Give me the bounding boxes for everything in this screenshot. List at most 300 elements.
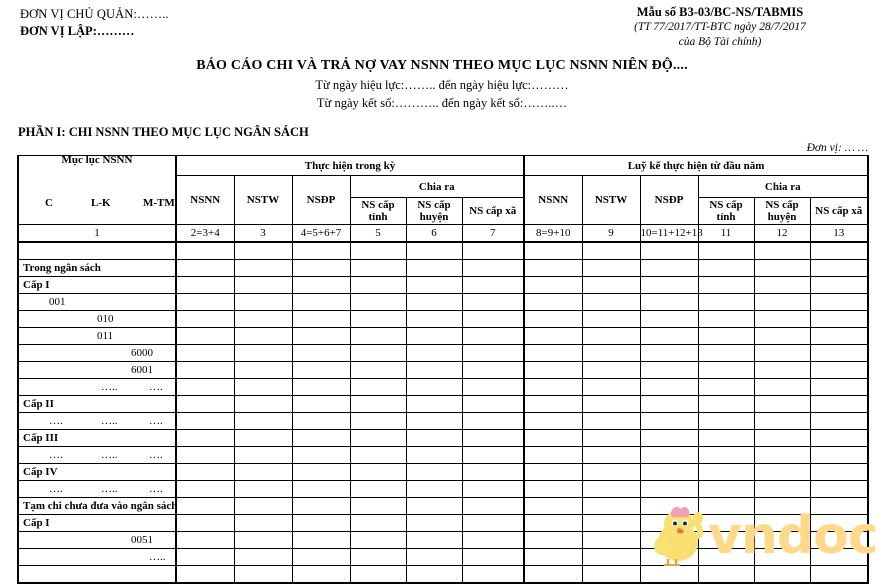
cell-period-nsdp[interactable] (292, 549, 350, 566)
cell-cum-nstw[interactable] (582, 532, 640, 549)
cell-cum-nstw[interactable] (582, 260, 640, 277)
cell-cum-nsdp[interactable] (640, 447, 698, 464)
cell-cum-xa[interactable] (810, 464, 868, 481)
cell-period-nsdp[interactable] (292, 413, 350, 430)
row-mlns-cell (18, 396, 176, 413)
header-cumulative-nsdp: NSĐP (640, 176, 698, 225)
header-col-mtm: M-TM (143, 197, 175, 209)
cell-period-nsdp[interactable] (292, 566, 350, 584)
cell-period-nsdp[interactable] (292, 430, 350, 447)
header-period-ns-huyen: NS cấp huyện (406, 198, 462, 225)
cell-cum-nsdp[interactable] (640, 294, 698, 311)
cell-cum-tinh[interactable] (698, 396, 754, 413)
cell-period-tinh[interactable] (350, 532, 406, 549)
num-cumulative-nsnn: 8=9+10 (524, 225, 582, 243)
cell-cum-nstw[interactable] (582, 515, 640, 532)
cell-period-nsnn[interactable] (176, 498, 234, 515)
preparing-unit-line: ĐƠN VỊ LẬP:……… (20, 24, 135, 38)
cell-period-huyen[interactable] (406, 294, 462, 311)
cell-cum-tinh[interactable] (698, 481, 754, 498)
cell-period-nsdp[interactable] (292, 515, 350, 532)
cell-period-nstw[interactable] (234, 328, 292, 345)
cell-period-huyen[interactable] (406, 396, 462, 413)
cell-period-nsnn[interactable] (176, 566, 234, 584)
cell-cum-nstw[interactable] (582, 345, 640, 362)
cell-period-nsnn[interactable] (176, 430, 234, 447)
cell-period-xa[interactable] (462, 328, 524, 345)
cell-cum-huyen[interactable] (754, 379, 810, 396)
cell-period-nstw[interactable] (234, 311, 292, 328)
cell-cum-tinh[interactable] (698, 447, 754, 464)
cell-cum-xa[interactable] (810, 362, 868, 379)
cell-period-nstw[interactable] (234, 498, 292, 515)
table-row (18, 566, 868, 584)
cell-period-nsdp[interactable] (292, 498, 350, 515)
cell-period-huyen[interactable] (406, 464, 462, 481)
cell-period-nstw[interactable] (234, 464, 292, 481)
cell-period-nsnn[interactable] (176, 549, 234, 566)
cell-cum-huyen[interactable] (754, 311, 810, 328)
cell-period-xa[interactable] (462, 549, 524, 566)
row-dots-lk: ….. (101, 483, 118, 495)
cell-period-tinh[interactable] (350, 294, 406, 311)
cell-period-xa[interactable] (462, 430, 524, 447)
cell-cum-huyen[interactable] (754, 549, 810, 566)
cell-period-nsdp[interactable] (292, 532, 350, 549)
row-dots-lk: ….. (101, 381, 118, 393)
cell-period-tinh[interactable] (350, 260, 406, 277)
cell-cum-tinh[interactable] (698, 362, 754, 379)
cell-period-huyen[interactable] (406, 447, 462, 464)
cell-period-nsdp[interactable] (292, 345, 350, 362)
cell-cum-huyen[interactable] (754, 532, 810, 549)
cell-cum-nstw[interactable] (582, 447, 640, 464)
cell-cum-nsdp[interactable] (640, 413, 698, 430)
cell-cum-huyen[interactable] (754, 566, 810, 584)
cell-cum-nsnn[interactable] (524, 464, 582, 481)
cell-cum-xa[interactable] (810, 566, 868, 584)
cell-cum-nsnn[interactable] (524, 498, 582, 515)
cell-cum-huyen[interactable] (754, 498, 810, 515)
cell-period-tinh[interactable] (350, 345, 406, 362)
cell-cum-nstw[interactable] (582, 362, 640, 379)
cell-cum-nstw[interactable] (582, 277, 640, 294)
cell-period-xa[interactable] (462, 515, 524, 532)
cell-period-xa[interactable] (462, 413, 524, 430)
table-header-group-row (18, 156, 868, 176)
cell-period-tinh[interactable] (350, 328, 406, 345)
cell-cum-nstw[interactable] (582, 566, 640, 584)
cell-period-nsnn[interactable] (176, 362, 234, 379)
cell-period-xa[interactable] (462, 566, 524, 584)
row-mlns-cell (18, 277, 176, 294)
circular-reference: (TT 77/2017/TT-BTC ngày 28/7/2017 (634, 21, 806, 33)
cell-cum-tinh[interactable] (698, 345, 754, 362)
cell-cum-xa[interactable] (810, 311, 868, 328)
cell-period-xa[interactable] (462, 294, 524, 311)
cell-period-nstw[interactable] (234, 481, 292, 498)
cell-period-huyen[interactable] (406, 413, 462, 430)
cell-period-nsdp[interactable] (292, 277, 350, 294)
cell-period-xa[interactable] (462, 379, 524, 396)
row-mlns-cell (18, 549, 176, 566)
table-row (18, 413, 868, 430)
cell-period-tinh[interactable] (350, 379, 406, 396)
cell-period-nsdp[interactable] (292, 242, 350, 260)
cell-cum-nsnn[interactable] (524, 549, 582, 566)
cell-period-nsnn[interactable] (176, 532, 234, 549)
cell-period-nsdp[interactable] (292, 260, 350, 277)
cell-cum-huyen[interactable] (754, 362, 810, 379)
cell-cum-xa[interactable] (810, 515, 868, 532)
cell-period-nstw[interactable] (234, 413, 292, 430)
cell-cum-nstw[interactable] (582, 549, 640, 566)
cell-cum-nsdp[interactable] (640, 515, 698, 532)
cell-period-tinh[interactable] (350, 362, 406, 379)
row-dots-mtm: …. (149, 415, 163, 427)
cell-period-nsdp[interactable] (292, 294, 350, 311)
cell-period-huyen[interactable] (406, 328, 462, 345)
cell-cum-nsdp[interactable] (640, 430, 698, 447)
num-cumulative-nsdp: 10=11+12+13 (640, 225, 698, 243)
cell-cum-nstw[interactable] (582, 413, 640, 430)
cell-period-nsnn[interactable] (176, 515, 234, 532)
header-period-nsdp: NSĐP (292, 176, 350, 225)
cell-period-huyen[interactable] (406, 481, 462, 498)
cell-cum-nsdp[interactable] (640, 396, 698, 413)
cell-cum-xa[interactable] (810, 379, 868, 396)
cell-period-nstw[interactable] (234, 515, 292, 532)
watermark-text: vndoc (708, 506, 878, 566)
cell-period-nstw[interactable] (234, 549, 292, 566)
cell-cum-nsnn[interactable] (524, 242, 582, 260)
row-dots-c: …. (49, 483, 63, 495)
cell-period-nsdp[interactable] (292, 379, 350, 396)
cell-period-nstw[interactable] (234, 447, 292, 464)
column-numbering-row (18, 225, 868, 243)
row-mlns-cell (18, 481, 176, 498)
cell-period-huyen[interactable] (406, 515, 462, 532)
cell-cum-nstw[interactable] (582, 430, 640, 447)
row-mlns-cell (18, 498, 176, 515)
cell-period-nstw[interactable] (234, 277, 292, 294)
num-mlns: 1 (18, 225, 176, 243)
report-table-wrapper (0, 155, 884, 584)
cell-period-xa[interactable] (462, 260, 524, 277)
cell-cum-xa[interactable] (810, 532, 868, 549)
cell-period-huyen[interactable] (406, 311, 462, 328)
cell-cum-nsdp[interactable] (640, 498, 698, 515)
cell-cum-tinh[interactable] (698, 515, 754, 532)
cell-period-nstw[interactable] (234, 242, 292, 260)
cell-cum-tinh[interactable] (698, 430, 754, 447)
cell-period-nsdp[interactable] (292, 464, 350, 481)
num-cumulative-nstw: 9 (582, 225, 640, 243)
cell-period-huyen[interactable] (406, 277, 462, 294)
cell-period-nsnn[interactable] (176, 260, 234, 277)
cell-period-nsdp[interactable] (292, 362, 350, 379)
cell-cum-nstw[interactable] (582, 396, 640, 413)
num-period-xa: 7 (462, 225, 524, 243)
row-mlns-cell (18, 413, 176, 430)
num-cumulative-huyen: 12 (754, 225, 810, 243)
cell-period-xa[interactable] (462, 345, 524, 362)
cell-period-nsnn[interactable] (176, 242, 234, 260)
header-period-chiara: Chia ra (350, 176, 524, 198)
cell-cum-nstw[interactable] (582, 328, 640, 345)
row-mlns-cell (18, 566, 176, 584)
cell-period-tinh[interactable] (350, 481, 406, 498)
cell-cum-nsnn[interactable] (524, 430, 582, 447)
cell-period-huyen[interactable] (406, 532, 462, 549)
cell-cum-tinh[interactable] (698, 379, 754, 396)
cell-cum-tinh[interactable] (698, 549, 754, 566)
cell-cum-nsdp[interactable] (640, 242, 698, 260)
cell-cum-nsdp[interactable] (640, 260, 698, 277)
cell-period-nsdp[interactable] (292, 328, 350, 345)
cell-cum-xa[interactable] (810, 481, 868, 498)
cell-cum-nsnn[interactable] (524, 515, 582, 532)
cell-cum-nsnn[interactable] (524, 311, 582, 328)
cell-period-xa[interactable] (462, 464, 524, 481)
cell-period-xa[interactable] (462, 311, 524, 328)
cell-period-nsnn[interactable] (176, 311, 234, 328)
cell-cum-nsnn[interactable] (524, 532, 582, 549)
table-row (18, 379, 868, 396)
cell-cum-nsdp[interactable] (640, 277, 698, 294)
cell-period-tinh[interactable] (350, 396, 406, 413)
cell-cum-nsnn[interactable] (524, 362, 582, 379)
cell-cum-tinh[interactable] (698, 464, 754, 481)
form-code-block (560, 5, 880, 50)
cell-cum-nsnn[interactable] (524, 481, 582, 498)
cell-cum-huyen[interactable] (754, 515, 810, 532)
document-header (0, 0, 884, 52)
row-mlns-cell (18, 362, 176, 379)
cell-cum-huyen[interactable] (754, 242, 810, 260)
cell-period-nstw[interactable] (234, 379, 292, 396)
cell-cum-nsnn[interactable] (524, 328, 582, 345)
cell-period-nstw[interactable] (234, 430, 292, 447)
cell-cum-xa[interactable] (810, 430, 868, 447)
cell-cum-nsdp[interactable] (640, 311, 698, 328)
cell-cum-huyen[interactable] (754, 396, 810, 413)
cell-period-xa[interactable] (462, 362, 524, 379)
cell-cum-nstw[interactable] (582, 464, 640, 481)
cell-cum-xa[interactable] (810, 345, 868, 362)
cell-cum-nsnn[interactable] (524, 260, 582, 277)
cell-period-nsnn[interactable] (176, 447, 234, 464)
cell-period-huyen[interactable] (406, 498, 462, 515)
cell-period-nsdp[interactable] (292, 481, 350, 498)
cell-cum-nsdp[interactable] (640, 379, 698, 396)
cell-cum-tinh[interactable] (698, 277, 754, 294)
cell-cum-nsdp[interactable] (640, 532, 698, 549)
cell-cum-nstw[interactable] (582, 498, 640, 515)
cell-period-huyen[interactable] (406, 549, 462, 566)
cell-period-nstw[interactable] (234, 362, 292, 379)
cell-cum-xa[interactable] (810, 277, 868, 294)
row-label: Cấp III (23, 432, 59, 444)
cell-cum-nstw[interactable] (582, 242, 640, 260)
cell-period-tinh[interactable] (350, 447, 406, 464)
row-dots-mtm: …. (149, 449, 163, 461)
cell-period-tinh[interactable] (350, 566, 406, 584)
table-row (18, 532, 868, 549)
table-row (18, 430, 868, 447)
cell-cum-nsnn[interactable] (524, 447, 582, 464)
cell-period-tinh[interactable] (350, 242, 406, 260)
cell-period-nsnn[interactable] (176, 481, 234, 498)
cell-period-nsdp[interactable] (292, 396, 350, 413)
cell-period-nsnn[interactable] (176, 294, 234, 311)
cell-cum-tinh[interactable] (698, 311, 754, 328)
cell-cum-nsdp[interactable] (640, 362, 698, 379)
cell-cum-nsdp[interactable] (640, 549, 698, 566)
cell-period-huyen[interactable] (406, 430, 462, 447)
table-row (18, 260, 868, 277)
table-row (18, 396, 868, 413)
cell-period-nsnn[interactable] (176, 277, 234, 294)
cell-period-huyen[interactable] (406, 260, 462, 277)
cell-period-tinh[interactable] (350, 430, 406, 447)
cell-cum-huyen[interactable] (754, 277, 810, 294)
cell-cum-tinh[interactable] (698, 260, 754, 277)
cell-period-xa[interactable] (462, 277, 524, 294)
cell-period-tinh[interactable] (350, 549, 406, 566)
cell-period-huyen[interactable] (406, 566, 462, 584)
row-mlns-cell (18, 345, 176, 362)
cell-period-huyen[interactable] (406, 242, 462, 260)
cell-cum-tinh[interactable] (698, 242, 754, 260)
cell-cum-nstw[interactable] (582, 311, 640, 328)
cell-cum-tinh[interactable] (698, 498, 754, 515)
row-mlns-cell (18, 464, 176, 481)
cell-cum-nstw[interactable] (582, 294, 640, 311)
cell-cum-nsnn[interactable] (524, 345, 582, 362)
row-mlns-cell (18, 311, 176, 328)
cell-cum-huyen[interactable] (754, 430, 810, 447)
cell-period-huyen[interactable] (406, 345, 462, 362)
table-body (18, 242, 868, 583)
cell-cum-huyen[interactable] (754, 328, 810, 345)
cell-period-nsnn[interactable] (176, 328, 234, 345)
cell-period-nstw[interactable] (234, 294, 292, 311)
cell-cum-huyen[interactable] (754, 413, 810, 430)
cell-period-tinh[interactable] (350, 413, 406, 430)
cell-cum-nsnn[interactable] (524, 294, 582, 311)
cell-cum-tinh[interactable] (698, 294, 754, 311)
cell-cum-huyen[interactable] (754, 345, 810, 362)
cell-cum-nsdp[interactable] (640, 328, 698, 345)
cell-cum-nsnn[interactable] (524, 566, 582, 584)
cell-period-tinh[interactable] (350, 277, 406, 294)
cell-period-nsnn[interactable] (176, 379, 234, 396)
cell-cum-nsdp[interactable] (640, 481, 698, 498)
cell-period-xa[interactable] (462, 447, 524, 464)
cell-cum-nsnn[interactable] (524, 277, 582, 294)
cell-cum-nstw[interactable] (582, 481, 640, 498)
cell-period-tinh[interactable] (350, 498, 406, 515)
cell-period-huyen[interactable] (406, 379, 462, 396)
cell-cum-huyen[interactable] (754, 294, 810, 311)
cell-cum-nsnn[interactable] (524, 413, 582, 430)
cell-cum-tinh[interactable] (698, 532, 754, 549)
table-row (18, 515, 868, 532)
cell-cum-xa[interactable] (810, 396, 868, 413)
cell-period-nsdp[interactable] (292, 311, 350, 328)
num-period-huyen: 6 (406, 225, 462, 243)
header-cumulative-chiara: Chia ra (698, 176, 868, 198)
cell-cum-nstw[interactable] (582, 379, 640, 396)
cell-period-nsnn[interactable] (176, 464, 234, 481)
cell-cum-xa[interactable] (810, 498, 868, 515)
cell-cum-tinh[interactable] (698, 328, 754, 345)
header-period-group: Thực hiện trong kỳ (176, 156, 524, 176)
header-cumulative-group: Luỹ kế thực hiện từ đầu năm (524, 156, 868, 176)
cell-period-xa[interactable] (462, 481, 524, 498)
num-period-tinh: 5 (350, 225, 406, 243)
cell-period-xa[interactable] (462, 498, 524, 515)
cell-cum-xa[interactable] (810, 413, 868, 430)
cell-cum-tinh[interactable] (698, 413, 754, 430)
cell-cum-nsdp[interactable] (640, 464, 698, 481)
cell-period-tinh[interactable] (350, 311, 406, 328)
row-dots-lk: ….. (101, 415, 118, 427)
header-cumulative-nstw: NSTW (582, 176, 640, 225)
cell-cum-nsnn[interactable] (524, 379, 582, 396)
cell-period-nsnn[interactable] (176, 413, 234, 430)
cell-period-xa[interactable] (462, 396, 524, 413)
cell-period-huyen[interactable] (406, 362, 462, 379)
cell-cum-xa[interactable] (810, 242, 868, 260)
cell-cum-huyen[interactable] (754, 260, 810, 277)
table-row (18, 345, 868, 362)
cell-period-nsnn[interactable] (176, 345, 234, 362)
cell-cum-nsdp[interactable] (640, 345, 698, 362)
row-dots-c: …. (49, 415, 63, 427)
cell-period-xa[interactable] (462, 242, 524, 260)
row-dots-mtm: …. (149, 483, 163, 495)
cell-period-nsnn[interactable] (176, 396, 234, 413)
row-label: Cấp I (23, 279, 50, 291)
cell-period-xa[interactable] (462, 532, 524, 549)
cell-period-nstw[interactable] (234, 532, 292, 549)
cell-period-nstw[interactable] (234, 566, 292, 584)
cell-period-tinh[interactable] (350, 464, 406, 481)
table-row (18, 481, 868, 498)
report-title-block (0, 58, 884, 111)
cell-cum-huyen[interactable] (754, 447, 810, 464)
cell-cum-xa[interactable] (810, 328, 868, 345)
cell-cum-xa[interactable] (810, 294, 868, 311)
cell-period-nstw[interactable] (234, 260, 292, 277)
cell-cum-tinh[interactable] (698, 566, 754, 584)
row-mlns-cell (18, 328, 176, 345)
header-cumulative-nsnn: NSNN (524, 176, 582, 225)
cell-cum-xa[interactable] (810, 549, 868, 566)
cell-period-nsdp[interactable] (292, 447, 350, 464)
cell-cum-nsnn[interactable] (524, 396, 582, 413)
cell-cum-xa[interactable] (810, 260, 868, 277)
cell-cum-nsdp[interactable] (640, 566, 698, 584)
cell-period-tinh[interactable] (350, 515, 406, 532)
cell-cum-xa[interactable] (810, 447, 868, 464)
cell-cum-huyen[interactable] (754, 464, 810, 481)
cell-period-nstw[interactable] (234, 345, 292, 362)
cell-cum-huyen[interactable] (754, 481, 810, 498)
cell-period-nstw[interactable] (234, 396, 292, 413)
